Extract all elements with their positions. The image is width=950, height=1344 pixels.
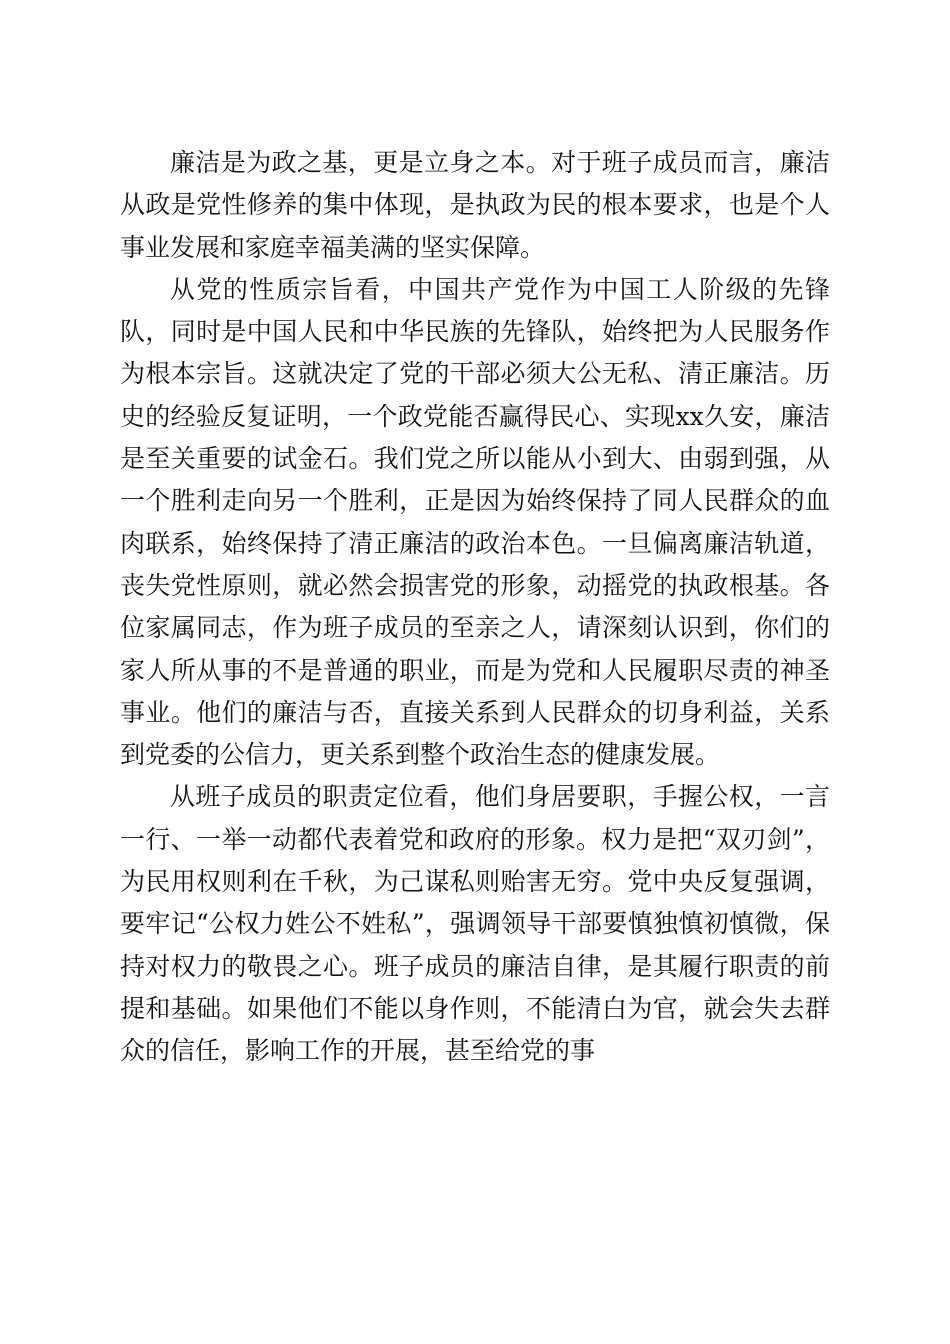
paragraph-3: 从班子成员的职责定位看，他们身居要职，手握公权，一言一行、一举一动都代表着党和政府的形象。权力是把“双刃剑”，为民用权则利在千秋，为己谋私则贻害无穷。党中央反复强调，要牢记“公权力姓公不姓私”，强调领导干部要慎独慎初慎微，保持对权力的敬畏之心。班子成员的廉洁自律，是其履行职责的前提和基础。如果他们不能以身作则，不能清白为官，就会失去群众的信任，影响工作的开展，甚至给党的事 [120, 782, 830, 1066]
paragraph-2: 从党的性质宗旨看，中国共产党作为中国工人阶级的先锋队，同时是中国人民和中华民族的先锋队，始终把为人民服务作为根本宗旨。这就决定了党的干部必须大公无私、清正廉洁。历史的经验反复证明，一个政党能否赢得民心、实现xx久安，廉洁是至关重要的试金石。我们党之所以能从小到大、由弱到强，从一个胜利走向另一个胜利，正是因为始终保持了同人民群众的血肉联系，始终保持了清正廉洁的政治本色。一旦偏离廉洁轨道，丧失党性原则，就必然会损害党的形象，动摇党的执政根基。各位家属同志，作为班子成员的至亲之人，请深刻认识到，你们的家人所从事的不是普通的职业，而是为党和人民履职尽责的神圣事业。他们的廉洁与否，直接关系到人民群众的切身利益，关系到党委的公信力，更关系到整个政治生态的健康发展。 [120, 274, 830, 770]
document-body [120, 142, 830, 1073]
paragraph-1: 廉洁是为政之基，更是立身之本。对于班子成员而言，廉洁从政是党性修养的集中体现，是执政为民的根本要求，也是个人事业发展和家庭幸福美满的坚实保障。 [120, 148, 830, 262]
